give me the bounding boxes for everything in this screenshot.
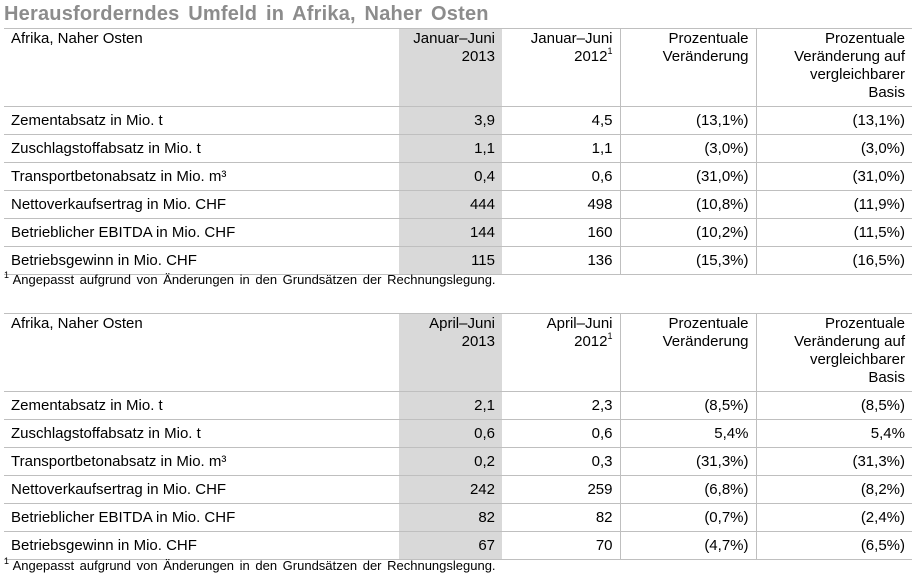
row-label: Betrieblicher EBITDA in Mio. CHF bbox=[4, 219, 399, 247]
table-january-june bbox=[4, 28, 912, 275]
cell-change-comparable: 5,4% bbox=[756, 420, 912, 448]
footnote-marker: 1 bbox=[4, 555, 10, 566]
footnote-text: Angepasst aufgrund von Änderungen in den Grundsätzen der Rechnungslegung. bbox=[12, 272, 496, 287]
cell-change-comparable: (6,5%) bbox=[756, 532, 912, 560]
table-row bbox=[4, 476, 912, 504]
header-col-2013: April–Juni 2013 bbox=[399, 314, 502, 392]
cell-change: (0,7%) bbox=[620, 504, 756, 532]
row-label: Betrieblicher EBITDA in Mio. CHF bbox=[4, 504, 399, 532]
header-col-change-comparable: Prozentuale Veränderung auf vergleichbarer Basis bbox=[756, 29, 912, 107]
cell-2012: 0,6 bbox=[502, 420, 620, 448]
cell-change: (10,8%) bbox=[620, 191, 756, 219]
table-row bbox=[4, 532, 912, 560]
table-row bbox=[4, 392, 912, 420]
table-row bbox=[4, 135, 912, 163]
footnote bbox=[4, 555, 496, 573]
row-label: Zementabsatz in Mio. t bbox=[4, 107, 399, 135]
cell-change: (31,3%) bbox=[620, 448, 756, 476]
cell-2013: 2,1 bbox=[399, 392, 502, 420]
row-label: Nettoverkaufsertrag in Mio. CHF bbox=[4, 191, 399, 219]
cell-change-comparable: (3,0%) bbox=[756, 135, 912, 163]
cell-change-comparable: (31,0%) bbox=[756, 163, 912, 191]
cell-2013: 0,2 bbox=[399, 448, 502, 476]
table-row bbox=[4, 247, 912, 275]
cell-change-comparable: (16,5%) bbox=[756, 247, 912, 275]
table-row bbox=[4, 504, 912, 532]
cell-change: (13,1%) bbox=[620, 107, 756, 135]
cell-2013: 82 bbox=[399, 504, 502, 532]
cell-change: (15,3%) bbox=[620, 247, 756, 275]
cell-2013: 144 bbox=[399, 219, 502, 247]
row-label: Transportbetonabsatz in Mio. m³ bbox=[4, 448, 399, 476]
cell-change: (3,0%) bbox=[620, 135, 756, 163]
footnote-marker: 1 bbox=[607, 46, 613, 56]
cell-change-comparable: (11,9%) bbox=[756, 191, 912, 219]
page-title: Herausforderndes Umfeld in Afrika, Naher Osten bbox=[4, 3, 489, 25]
cell-change: (8,5%) bbox=[620, 392, 756, 420]
cell-2013: 0,4 bbox=[399, 163, 502, 191]
cell-change: (6,8%) bbox=[620, 476, 756, 504]
cell-2013: 1,1 bbox=[399, 135, 502, 163]
cell-2013: 3,9 bbox=[399, 107, 502, 135]
table-row bbox=[4, 420, 912, 448]
header-col-2013: Januar–Juni 2013 bbox=[399, 29, 502, 107]
header-col-2012: Januar–Juni 2012$^1$ bbox=[502, 29, 620, 107]
row-label: Zuschlagstoffabsatz in Mio. t bbox=[4, 420, 399, 448]
cell-2012: 2,3 bbox=[502, 392, 620, 420]
cell-change-comparable: (11,5%) bbox=[756, 219, 912, 247]
table-april-june bbox=[4, 313, 912, 560]
header-region-label: Afrika, Naher Osten bbox=[4, 314, 399, 392]
cell-2012: 82 bbox=[502, 504, 620, 532]
row-label: Zementabsatz in Mio. t bbox=[4, 392, 399, 420]
cell-change-comparable: (8,2%) bbox=[756, 476, 912, 504]
header-col-change: Prozentuale Veränderung bbox=[620, 314, 756, 392]
cell-2012: 1,1 bbox=[502, 135, 620, 163]
row-label: Nettoverkaufsertrag in Mio. CHF bbox=[4, 476, 399, 504]
cell-2013: 242 bbox=[399, 476, 502, 504]
cell-2012: 498 bbox=[502, 191, 620, 219]
table-row bbox=[4, 448, 912, 476]
header-region-label: Afrika, Naher Osten bbox=[4, 29, 399, 107]
table-header-row bbox=[4, 29, 912, 107]
row-label: Transportbetonabsatz in Mio. m³ bbox=[4, 163, 399, 191]
footnote-text: Angepasst aufgrund von Änderungen in den Grundsätzen der Rechnungslegung. bbox=[12, 558, 496, 573]
cell-2012: 4,5 bbox=[502, 107, 620, 135]
footnote-marker: 1 bbox=[4, 269, 10, 280]
cell-change-comparable: (31,3%) bbox=[756, 448, 912, 476]
header-col-change-comparable: Prozentuale Veränderung auf vergleichbarer Basis bbox=[756, 314, 912, 392]
table-header-row bbox=[4, 314, 912, 392]
cell-2012: 0,6 bbox=[502, 163, 620, 191]
cell-change: (10,2%) bbox=[620, 219, 756, 247]
cell-change: 5,4% bbox=[620, 420, 756, 448]
row-label: Betriebsgewinn in Mio. CHF bbox=[4, 532, 399, 560]
table-row bbox=[4, 163, 912, 191]
header-col-2012: April–Juni 2012$^1$ bbox=[502, 314, 620, 392]
cell-change: (31,0%) bbox=[620, 163, 756, 191]
row-label: Zuschlagstoffabsatz in Mio. t bbox=[4, 135, 399, 163]
cell-2012: 70 bbox=[502, 532, 620, 560]
cell-change-comparable: (2,4%) bbox=[756, 504, 912, 532]
footnote-marker: 1 bbox=[607, 331, 613, 341]
cell-2012: 0,3 bbox=[502, 448, 620, 476]
cell-2013: 0,6 bbox=[399, 420, 502, 448]
cell-2012: 136 bbox=[502, 247, 620, 275]
row-label: Betriebsgewinn in Mio. CHF bbox=[4, 247, 399, 275]
cell-2013: 67 bbox=[399, 532, 502, 560]
header-col-change: Prozentuale Veränderung bbox=[620, 29, 756, 107]
cell-2013: 444 bbox=[399, 191, 502, 219]
cell-change-comparable: (8,5%) bbox=[756, 392, 912, 420]
footnote bbox=[4, 269, 496, 287]
cell-2013: 115 bbox=[399, 247, 502, 275]
cell-change: (4,7%) bbox=[620, 532, 756, 560]
table-row bbox=[4, 107, 912, 135]
cell-change-comparable: (13,1%) bbox=[756, 107, 912, 135]
table-row bbox=[4, 219, 912, 247]
cell-2012: 160 bbox=[502, 219, 620, 247]
table-row bbox=[4, 191, 912, 219]
cell-2012: 259 bbox=[502, 476, 620, 504]
